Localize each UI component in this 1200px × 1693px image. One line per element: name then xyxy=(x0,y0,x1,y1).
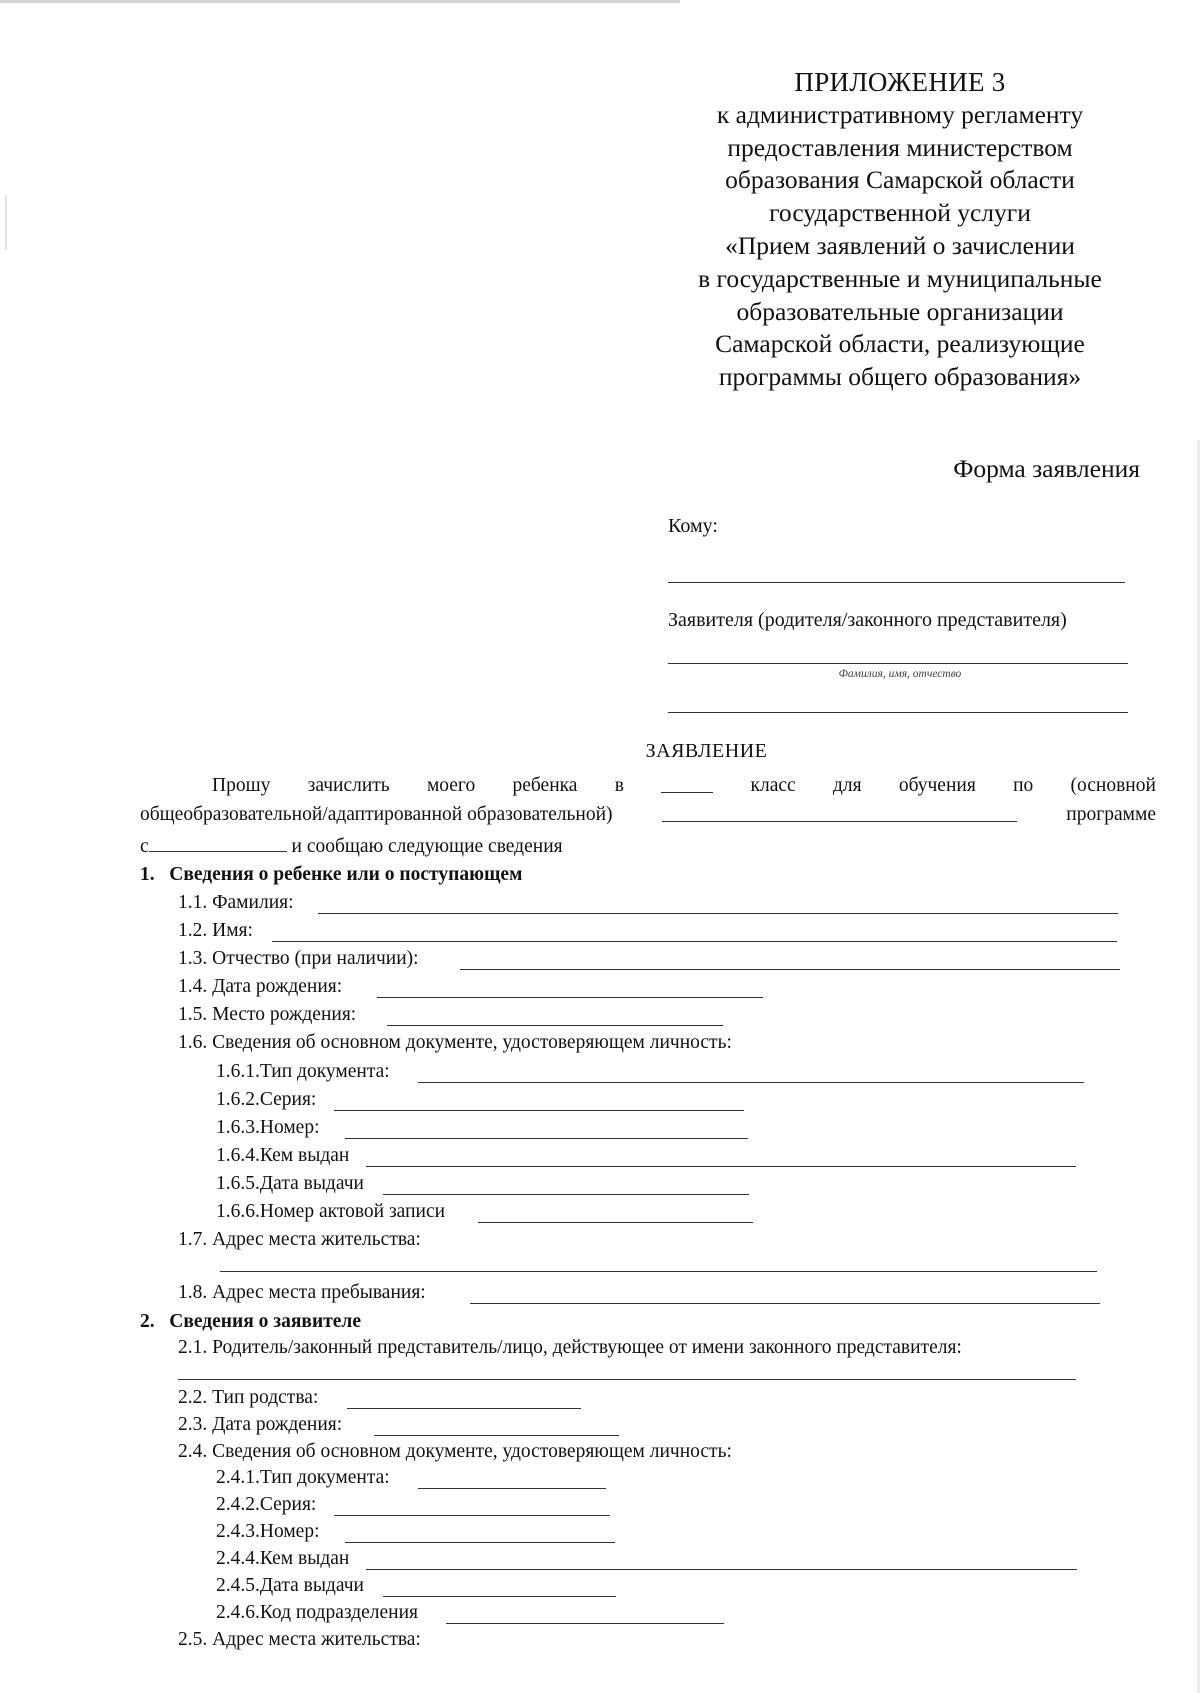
field-number: 2.5. xyxy=(178,1629,208,1650)
field-patronymic xyxy=(178,948,419,970)
to-label: Кому: xyxy=(668,515,718,537)
field-applicant-doc-unit-code: 2.4.6.Код подразделения xyxy=(216,1602,418,1623)
doc-series-line[interactable] xyxy=(334,1110,744,1111)
field-applicant-doc-series: 2.4.2.Серия: xyxy=(216,1494,317,1515)
field-first-name xyxy=(178,920,253,942)
field-number: 1.7. xyxy=(178,1229,208,1250)
field-doc-series: 1.6.2.Серия: xyxy=(216,1089,317,1110)
appendix-line: образовательные организации xyxy=(736,296,1064,326)
field-label: Дата рождения: xyxy=(212,976,343,997)
applicant-name-line[interactable] xyxy=(668,663,1128,664)
field-number: 1.4. xyxy=(178,976,208,997)
section-2-heading xyxy=(140,1311,361,1333)
field-label: Адрес места жительства: xyxy=(212,1629,421,1650)
intro-word: обучения xyxy=(898,775,976,796)
appendix-line: к административному регламенту xyxy=(716,99,1084,129)
birth-date-line[interactable] xyxy=(377,997,763,998)
field-representative xyxy=(178,1337,962,1359)
residence-address-line[interactable] xyxy=(220,1271,1097,1272)
field-surname xyxy=(178,892,294,914)
field-label: Адрес места пребывания: xyxy=(212,1282,426,1303)
intro-word: (основной xyxy=(1070,775,1156,796)
field-relationship xyxy=(178,1387,318,1409)
surname-line[interactable] xyxy=(318,913,1118,914)
form-label: Форма заявления xyxy=(953,454,1140,483)
field-doc-number: 1.6.3.Номер: xyxy=(216,1117,320,1138)
recipient-line[interactable] xyxy=(668,582,1125,583)
applicant-birth-date-line[interactable] xyxy=(374,1435,619,1436)
field-number: 1.5. xyxy=(178,1004,208,1025)
field-stay-address xyxy=(178,1282,426,1304)
field-label: Родитель/законный представитель/лицо, действующее от имени законного представителя: xyxy=(212,1337,962,1358)
intro-word: для xyxy=(832,775,862,796)
field-label: Место рождения: xyxy=(212,1004,357,1025)
name-hint: Фамилия, имя, отчество xyxy=(838,668,962,680)
appendix-line: в государственные и муниципальные xyxy=(698,263,1102,293)
section-1-heading xyxy=(140,864,522,886)
doc-issuer-line[interactable] xyxy=(366,1166,1076,1167)
appendix-title: ПРИЛОЖЕНИЕ 3 xyxy=(794,67,1006,97)
appendix-header xyxy=(630,66,1170,394)
field-id-document xyxy=(178,1032,732,1054)
intro-word: моего xyxy=(426,775,476,796)
field-label: Отчество (при наличии): xyxy=(212,948,419,969)
intro-line-1 xyxy=(212,775,1156,797)
section-number: 2. xyxy=(140,1311,155,1332)
intro-word: зачислить xyxy=(307,775,390,796)
intro-text: и сообщаю следующие сведения xyxy=(291,836,563,857)
field-doc-type: 1.6.1.Тип документа: xyxy=(216,1061,390,1082)
field-number: 2.4. xyxy=(178,1441,208,1462)
applicant-name-line-2[interactable] xyxy=(668,712,1128,713)
grade-blank[interactable] xyxy=(661,775,713,793)
field-label: Фамилия: xyxy=(212,892,294,913)
field-applicant-doc-number: 2.4.3.Номер: xyxy=(216,1521,320,1542)
field-applicant-doc-issue-date: 2.4.5.Дата выдачи xyxy=(216,1575,364,1596)
field-number: 1.1. xyxy=(178,892,208,913)
field-number: 1.8. xyxy=(178,1282,208,1303)
section-title: Сведения о заявителе xyxy=(169,1311,362,1332)
applicant-doc-type-line[interactable] xyxy=(418,1488,606,1489)
field-applicant-residence-address xyxy=(178,1629,421,1651)
field-label: Дата рождения: xyxy=(212,1414,343,1435)
intro-word: класс xyxy=(750,775,796,796)
intro-text: общеобразовательной/адаптированной образовательной) xyxy=(140,804,613,825)
field-label: Адрес места жительства: xyxy=(212,1229,421,1250)
appendix-line: предоставления министерством xyxy=(727,132,1073,162)
field-birth-date xyxy=(178,976,342,998)
intro-word: по xyxy=(1013,775,1034,796)
field-doc-issuer: 1.6.4.Кем выдан xyxy=(216,1145,350,1166)
field-applicant-doc-issuer: 2.4.4.Кем выдан xyxy=(216,1548,350,1569)
intro-line-3 xyxy=(140,834,563,858)
applicant-doc-issuer-line[interactable] xyxy=(366,1569,1077,1570)
intro-text: программе xyxy=(1066,804,1156,825)
doc-issue-date-line[interactable] xyxy=(383,1194,749,1195)
intro-word: в xyxy=(614,775,624,796)
birth-place-line[interactable] xyxy=(387,1025,723,1026)
doc-record-number-line[interactable] xyxy=(478,1222,753,1223)
intro-line-2 xyxy=(140,804,1156,826)
field-number: 2.1. xyxy=(178,1337,208,1358)
appendix-line: Самарской области, реализующие xyxy=(715,329,1085,359)
applicant-label: Заявителя (родителя/законного представителя) xyxy=(668,609,1067,631)
program-blank[interactable] xyxy=(662,804,1017,822)
doc-number-line[interactable] xyxy=(345,1138,748,1139)
field-doc-issue-date: 1.6.5.Дата выдачи xyxy=(216,1173,364,1194)
section-number: 1. xyxy=(140,864,155,885)
applicant-doc-series-line[interactable] xyxy=(334,1515,610,1516)
field-number: 2.2. xyxy=(178,1387,208,1408)
field-label: Сведения об основном документе, удостоверяющем личность: xyxy=(212,1032,732,1053)
appendix-line: «Прием заявлений о зачислении xyxy=(725,230,1075,260)
appendix-line: образования Самарской области xyxy=(725,165,1075,195)
field-birth-place xyxy=(178,1004,356,1026)
stay-address-line[interactable] xyxy=(470,1303,1100,1304)
field-applicant-doc-type: 2.4.1.Тип документа: xyxy=(216,1467,390,1488)
field-applicant-birth-date xyxy=(178,1414,342,1436)
field-label: Тип родства: xyxy=(212,1387,319,1408)
intro-word: Прошу xyxy=(212,775,271,796)
appendix-line: государственной услуги xyxy=(769,198,1031,228)
field-label: Сведения об основном документе, удостоверяющем личность: xyxy=(212,1441,732,1462)
doc-type-line[interactable] xyxy=(418,1082,1084,1083)
intro-word: ребенка xyxy=(512,775,578,796)
field-number: 1.6. xyxy=(178,1032,208,1053)
field-applicant-id-document xyxy=(178,1441,732,1463)
first-name-line[interactable] xyxy=(272,941,1117,942)
relationship-line[interactable] xyxy=(347,1408,581,1409)
field-doc-record-number: 1.6.6.Номер актовой записи xyxy=(216,1201,446,1222)
representative-line[interactable] xyxy=(178,1379,1076,1380)
field-residence-address xyxy=(178,1229,421,1251)
applicant-doc-unit-code-line[interactable] xyxy=(446,1623,724,1624)
field-number: 1.3. xyxy=(178,948,208,969)
statement-title: ЗАЯВЛЕНИЕ xyxy=(645,740,768,762)
field-number: 2.3. xyxy=(178,1414,208,1435)
appendix-line: программы общего образования» xyxy=(718,362,1082,392)
scan-left-mark xyxy=(5,195,7,250)
field-number: 1.2. xyxy=(178,920,208,941)
scan-top-edge xyxy=(0,0,680,3)
applicant-doc-number-line[interactable] xyxy=(345,1542,615,1543)
applicant-doc-issue-date-line[interactable] xyxy=(383,1596,616,1597)
start-date-blank[interactable] xyxy=(149,834,287,852)
section-title: Сведения о ребенке или о поступающем xyxy=(169,864,523,885)
patronymic-line[interactable] xyxy=(460,969,1120,970)
field-label: Имя: xyxy=(212,920,253,941)
intro-text: с xyxy=(140,836,149,857)
